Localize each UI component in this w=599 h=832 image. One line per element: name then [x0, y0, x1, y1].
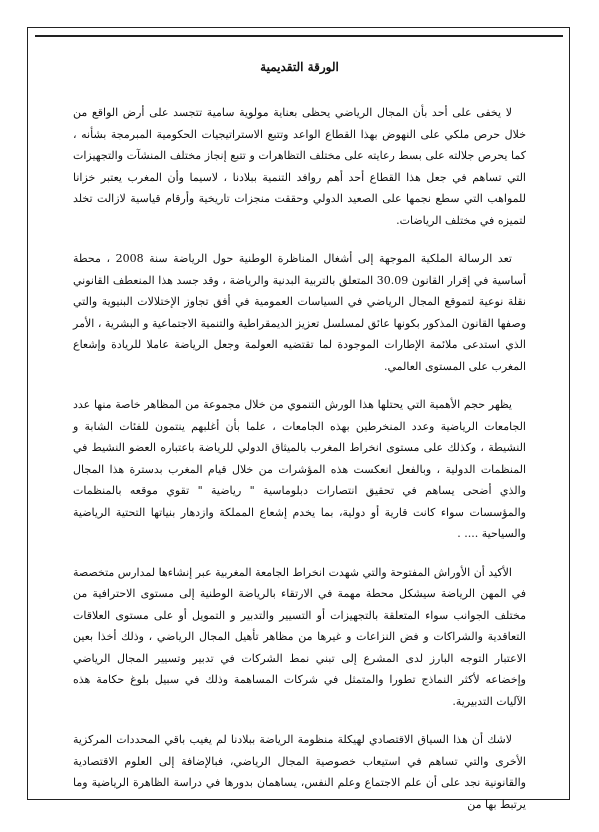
document-body — [73, 60, 526, 832]
paragraph-5: لاشك أن هذا السياق الاقتصادي لهيكلة منظومة الرياضة ببلادنا لم يغيب باقي المحددات المركزية الأخرى والتي تساهم في استيعاب خصوصية المجال الرياضي، فبالإضافة إلى العلوم الاقتصادية والقانونية نجد على أن علم الاجتماع وعلم النفس، يساهمان بدورها في دراسة الظاهرة الرياضية وما يرتبط بها من — [73, 733, 526, 811]
paragraph-1: لا يخفى على أحد بأن المجال الرياضي يحظى بعناية مولوية سامية تتجسد على أرض الواقع من خلال حرص ملكي على النهوض بهذا القطاع الواعد وتتبع الاستراتيجيات الحكومية المبرمجة بشأنه ، كما يحرص جلالته على بسط رعايته على مختلف التظاهرات و تتبع إنجاز مختلف المنشآت والتجهيزات التي تساهم في جعل هذا القطاع أحد أهم روافد التنمية ببلادنا ، لاسيما وأن المغرب يعتبر خزانا للمواهب التي سطع نجمها على الصعيد الدولي وحققت منجزات تاريخية وأرقام قياسية لازالت تخلد لتميزه في مختلف الرياضات. — [73, 106, 526, 227]
paragraph-2: تعد الرسالة الملكية الموجهة إلى أشغال المناظرة الوطنية حول الرياضة سنة 2008 ، محطة أساسية في إقرار القانون 30.09 المتعلق بالتربية البدنية والرياضة ، وقد جسد هذا المنعطف القانوني نقلة نوعية لتموقع المجال الرياضي في السياسات العمومية في أفق تجاوز الإختلالات البنيوية والتي وصفها القانون المذكور بكونها عائق لمسلسل تعزيز الديمقراطية والتنمية الاجتماعية و البشرية ، الأمر الذي استدعى ملائمة الإطارات الموجودة لما تقتضيه العولمة وجعل الرياضة عاملا للريادة وإشعاع المغرب على المستوى العالمي. — [73, 252, 527, 373]
page-top-rule — [35, 35, 563, 37]
paragraph-4: الأكيد أن الأوراش المفتوحة والتي شهدت انخراط الجامعة المغربية عبر إنشاءها لمدارس متخصصة في المهن الرياضة سيشكل محطة مهمة في الارتقاء بالرياضة الوطنية إلى مستوى الاحترافية من مختلف الجوانب سواء المتعلقة بالتجهيزات أو التسيير والتدبير و التمويل أو على مستوى العلاقات التعاقدية والشراكات و فض النزاعات و غيرها من مظاهر تأهيل المجال الرياضي ، وذلك أخذا بعين الاعتبار التوجه البارز لدى المشرع إلى تبني نمط الشركات في تدبير وتسيير المجال الرياضي وإخضاعه لأكثر النماذج تطورا والمتمثل في شركات المساهمة وذلك في سبيل بلوغ حكامة هذه الآليات التدبيرية. — [73, 565, 526, 708]
document-title: الورقة التقديمية — [260, 60, 339, 74]
paragraph-3: يظهر حجم الأهمية التي يحتلها هذا الورش التنموي من خلال مجموعة من المظاهر خاصة منها عدد الجامعات الرياضية وعدد المنخرطين بهذه الجامعات ، علما بأن أغلبهم ينتمون للفئات الشابة و النشيطة ، وكذلك على مستوى انخراط المغرب بالميثاق الدولي للرياضة باعتباره العضو النشيط في المنظمات الدولية ، وبالفعل انعكست هذه المؤشرات من خلال قيام المغرب بدسترة هذا المجال والذي أضحى يساهم في تحقيق انتصارات دبلوماسية " رياضية " تقوي موقعه بالمنظمات والمؤسسات سواء كانت قارية أو دولية، بما يخدم إشعاع المملكة وازدهار بنياتها التحتية الرياضية والسياحية .... . — [73, 398, 526, 540]
